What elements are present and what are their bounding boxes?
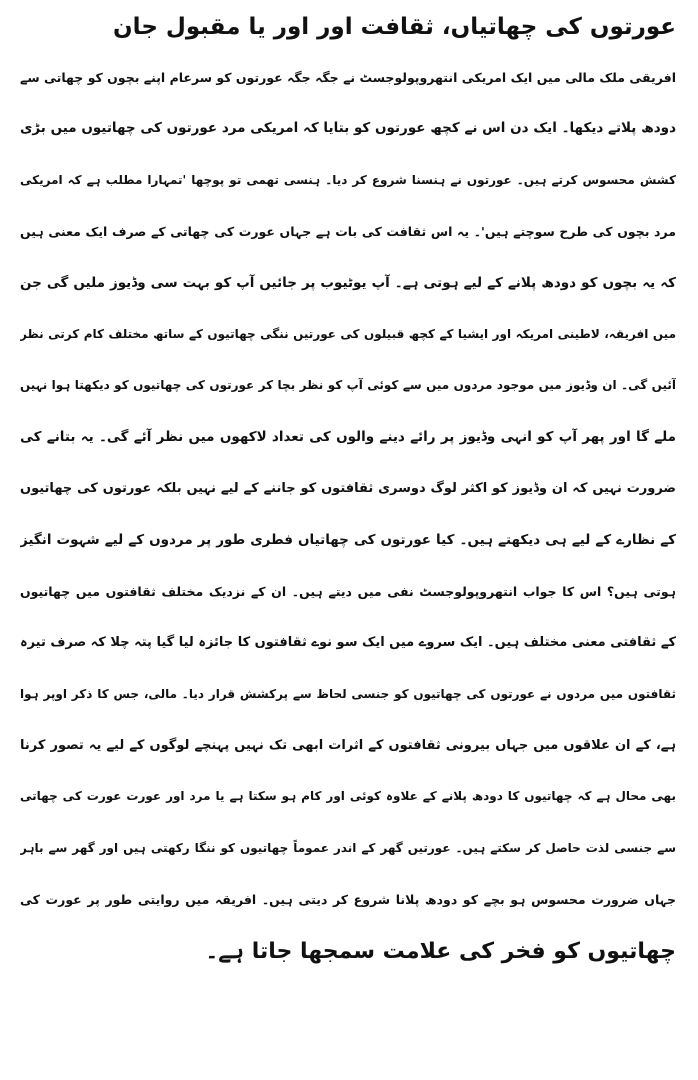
body-line: ثقافتوں میں مردوں نے عورتوں کی چھاتیوں کو جنسی لحاظ سے پرکشش قرار دیا۔ مالی، جس کا ذکر اوپر ہوا [20, 686, 676, 701]
body-line-last: چھاتیوں کو فخر کی علامت سمجھا جاتا ہے۔ [205, 938, 676, 964]
body-line: ہوتی ہیں؟ اس کا جواب انتھروپولوجسٹ نفی میں دیتے ہیں۔ ان کے نزدیک مختلف ثقافتوں میں چھاتیوں [20, 583, 676, 599]
body-line: ضرورت نہیں کہ ان وڈیوز کو اکثر لوگ دوسری ثقافتوں کو جاننے کے لیے نہیں بلکہ عورتوں کی چھاتیوں [20, 481, 676, 497]
body-line: دودھ پلاتے دیکھا۔ ایک دن اس نے کچھ عورتوں کو بتایا کہ امریکی مرد عورتوں کی چھاتیوں میں بڑی [20, 120, 676, 137]
body-line: بھی محال ہے کہ چھاتیوں کا دودھ پلانے کے علاوہ کوئی اور کام ہو سکتا ہے یا مرد اور عورت عورت کی چھاتی [20, 789, 676, 804]
body-line: ملے گا اور پھر آپ کو انہی وڈیوز پر رائے دینے والوں کی تعداد لاکھوں میں نظر آئے گی۔ یہ بتانے کی [20, 428, 676, 445]
body-line: افریقی ملک مالی میں ایک امریکی انتھروپولوجسٹ نے جگہ جگہ عورتوں کو سرعام اپنے بچوں کو چھاتی سے [20, 70, 676, 85]
body-line: سے جنسی لذت حاصل کر سکتے ہیں۔ عورتیں گھر کے اندر عموماً چھاتیوں کو ننگا رکھتی ہیں اور گھر سے باہر [20, 840, 676, 855]
article-title: عورتوں کی چھاتیاں، ثقافت اور اور یا مقبول جان [113, 14, 676, 40]
body-line: میں افریقہ، لاطینی امریکہ اور ایشیا کے کچھ قبیلوں کی عورتیں ننگی چھاتیوں کے ساتھ مختلف کام کرتی نظر [20, 326, 676, 341]
body-line: جہاں ضرورت محسوس ہو بچے کو دودھ پلانا شروع کر دیتی ہیں۔ افریقہ میں روایتی طور پر عورت کی [20, 892, 676, 908]
article-body [20, 52, 676, 977]
body-line: کہ یہ بچوں کو دودھ پلانے کے لیے ہوتی ہے۔ آپ یوٹیوب پر جائیں آپ کو بہت سی وڈیوز ملیں گی جن [20, 274, 676, 291]
body-line: کشش محسوس کرتے ہیں۔ عورتوں نے ہنسنا شروع کر دیا۔ ہنسی تھمی تو پوچھا 'تمہارا مطلب ہے کہ امریکی [20, 172, 676, 187]
body-line: آئیں گی۔ ان وڈیوز میں موجود مردوں میں سے کوئی آپ کو نظر بچا کر عورتوں کی چھاتیوں کو دیکھتا ہوا نہیں [20, 378, 676, 393]
body-line: کے نظارے کے لیے ہی دیکھتے ہیں۔ کیا عورتوں کی چھاتیاں فطری طور پر مردوں کے لیے شہوت انگیز [20, 531, 676, 548]
body-line: ہے، کے ان علاقوں میں جہاں بیرونی ثقافتوں کے اثرات ابھی تک نہیں پہنچے لوگوں کے لیے یہ تصور کرنا [20, 738, 676, 754]
body-line: کے ثقافتی معنی مختلف ہیں۔ ایک سروے میں ایک سو نوے ثقافتوں کا جائزہ لیا گیا پتہ چلا کہ صرف تیرہ [20, 635, 676, 651]
body-line: مرد بچوں کی طرح سوچتے ہیں'۔ یہ اس ثقافت کی بات ہے جہاں عورت کی چھاتی کے صرف ایک معنی ہیں [20, 224, 676, 240]
